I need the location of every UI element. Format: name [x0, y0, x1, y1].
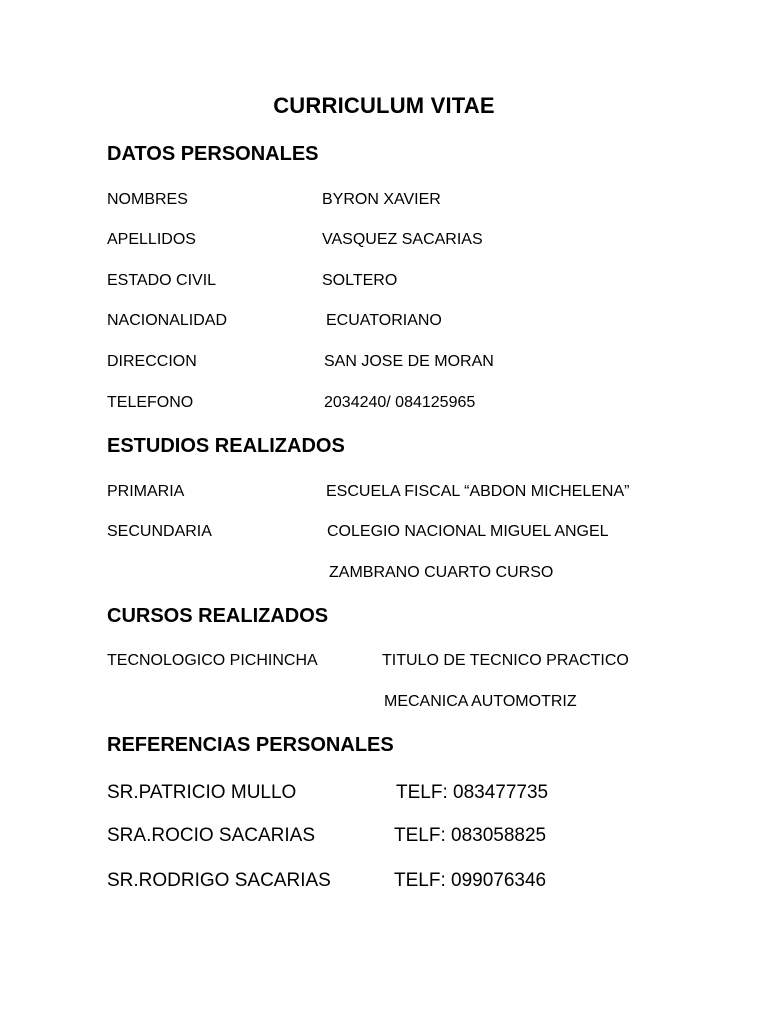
reference-name-patricio: SR.PATRICIO MULLO: [107, 782, 297, 803]
field-value-titulo-continued: MECANICA AUTOMOTRIZ: [384, 693, 577, 710]
field-label-nombres: NOMBRES: [107, 191, 188, 208]
section-heading-referencias-personales: REFERENCIAS PERSONALES: [107, 734, 394, 756]
section-heading-estudios-realizados: ESTUDIOS REALIZADOS: [107, 435, 345, 457]
section-heading-datos-personales: DATOS PERSONALES: [107, 143, 319, 165]
field-label-telefono: TELEFONO: [107, 394, 194, 411]
field-value-secundaria-continued: ZAMBRANO CUARTO CURSO: [329, 564, 554, 581]
field-label-nacionalidad: NACIONALIDAD: [107, 312, 228, 329]
document-title: CURRICULUM VITAE: [273, 93, 495, 118]
field-value-titulo: TITULO DE TECNICO PRACTICO: [382, 652, 629, 669]
field-value-nombres: BYRON XAVIER: [322, 191, 441, 208]
field-label-apellidos: APELLIDOS: [107, 231, 196, 248]
field-value-apellidos: VASQUEZ SACARIAS: [322, 231, 483, 248]
field-label-direccion: DIRECCION: [107, 353, 197, 370]
field-label-estado-civil: ESTADO CIVIL: [107, 272, 217, 289]
reference-name-rodrigo: SR.RODRIGO SACARIAS: [107, 870, 331, 891]
field-value-secundaria: COLEGIO NACIONAL MIGUEL ANGEL: [327, 523, 609, 540]
field-value-estado-civil: SOLTERO: [322, 272, 398, 289]
reference-phone-patricio: TELF: 083477735: [396, 782, 549, 803]
reference-phone-rodrigo: TELF: 099076346: [394, 870, 547, 891]
field-label-tecnologico: TECNOLOGICO PICHINCHA: [107, 652, 318, 669]
reference-phone-rocio: TELF: 083058825: [394, 825, 547, 846]
section-heading-cursos-realizados: CURSOS REALIZADOS: [107, 605, 329, 627]
field-value-telefono: 2034240/ 084125965: [324, 394, 476, 411]
field-label-secundaria: SECUNDARIA: [107, 523, 212, 540]
field-value-direccion: SAN JOSE DE MORAN: [324, 353, 494, 370]
reference-name-rocio: SRA.ROCIO SACARIAS: [107, 825, 315, 846]
field-label-primaria: PRIMARIA: [107, 483, 185, 500]
field-value-primaria: ESCUELA FISCAL “ABDON MICHELENA”: [326, 483, 630, 500]
field-value-nacionalidad: ECUATORIANO: [326, 312, 442, 329]
